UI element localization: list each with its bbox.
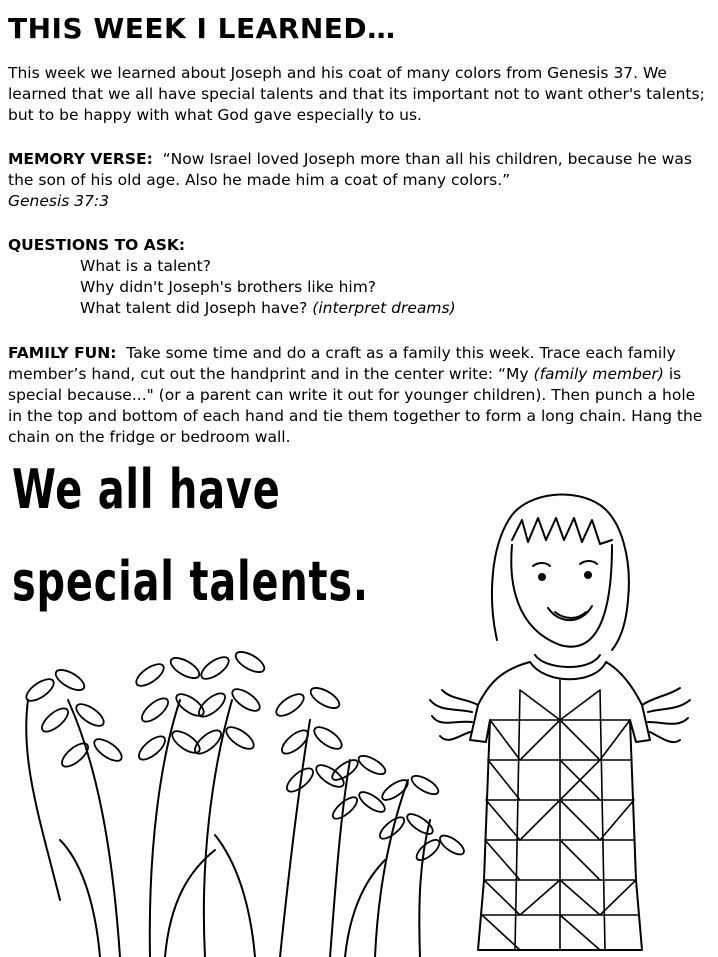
family-fun-label: FAMILY FUN:: [8, 344, 117, 362]
question-item: Why didn't Joseph's brothers like him?: [80, 278, 377, 296]
intro-paragraph: This week we learned about Joseph and his coat of many colors from Genesis 37. We learned that we all have special talents and that its important not to want other's talents; but to be happy with what God gave especially to us.: [8, 64, 705, 124]
memory-verse-text: “Now Israel loved Joseph more than all his children, because he was the son of his old age. Also he made him a coat of many colors.”: [8, 150, 692, 189]
family-fun-italic: (family member): [533, 365, 664, 383]
question-item: What is a talent?: [80, 257, 211, 275]
family-fun-text-start: Take some time and do a craft as a family this week. Trace each family member’s hand, cut out the handprint and in the center write: “My: [8, 344, 676, 383]
questions-label: QUESTIONS TO ASK:: [8, 236, 186, 254]
question-answer-note: (interpret dreams): [312, 299, 456, 317]
page-title: THIS WEEK I LEARNED…: [8, 12, 396, 45]
wheat-stalks-icon: [23, 648, 467, 957]
family-fun-text-end: is special because..." (or a parent can write it out for younger children). Then punch a hole in the top and bottom of each hand and tie them together to form a long chain. Hang the chain on the fridge or bedroom wall.: [8, 365, 703, 446]
headline-line-1: We all have: [12, 458, 281, 521]
memory-verse-reference: Genesis 37:3: [8, 192, 110, 210]
joseph-figure-icon: [430, 495, 690, 950]
headline-line-2: special talents.: [12, 550, 369, 613]
question-text: What talent did Joseph have?: [80, 299, 308, 317]
memory-verse-label: MEMORY VERSE:: [8, 150, 153, 168]
